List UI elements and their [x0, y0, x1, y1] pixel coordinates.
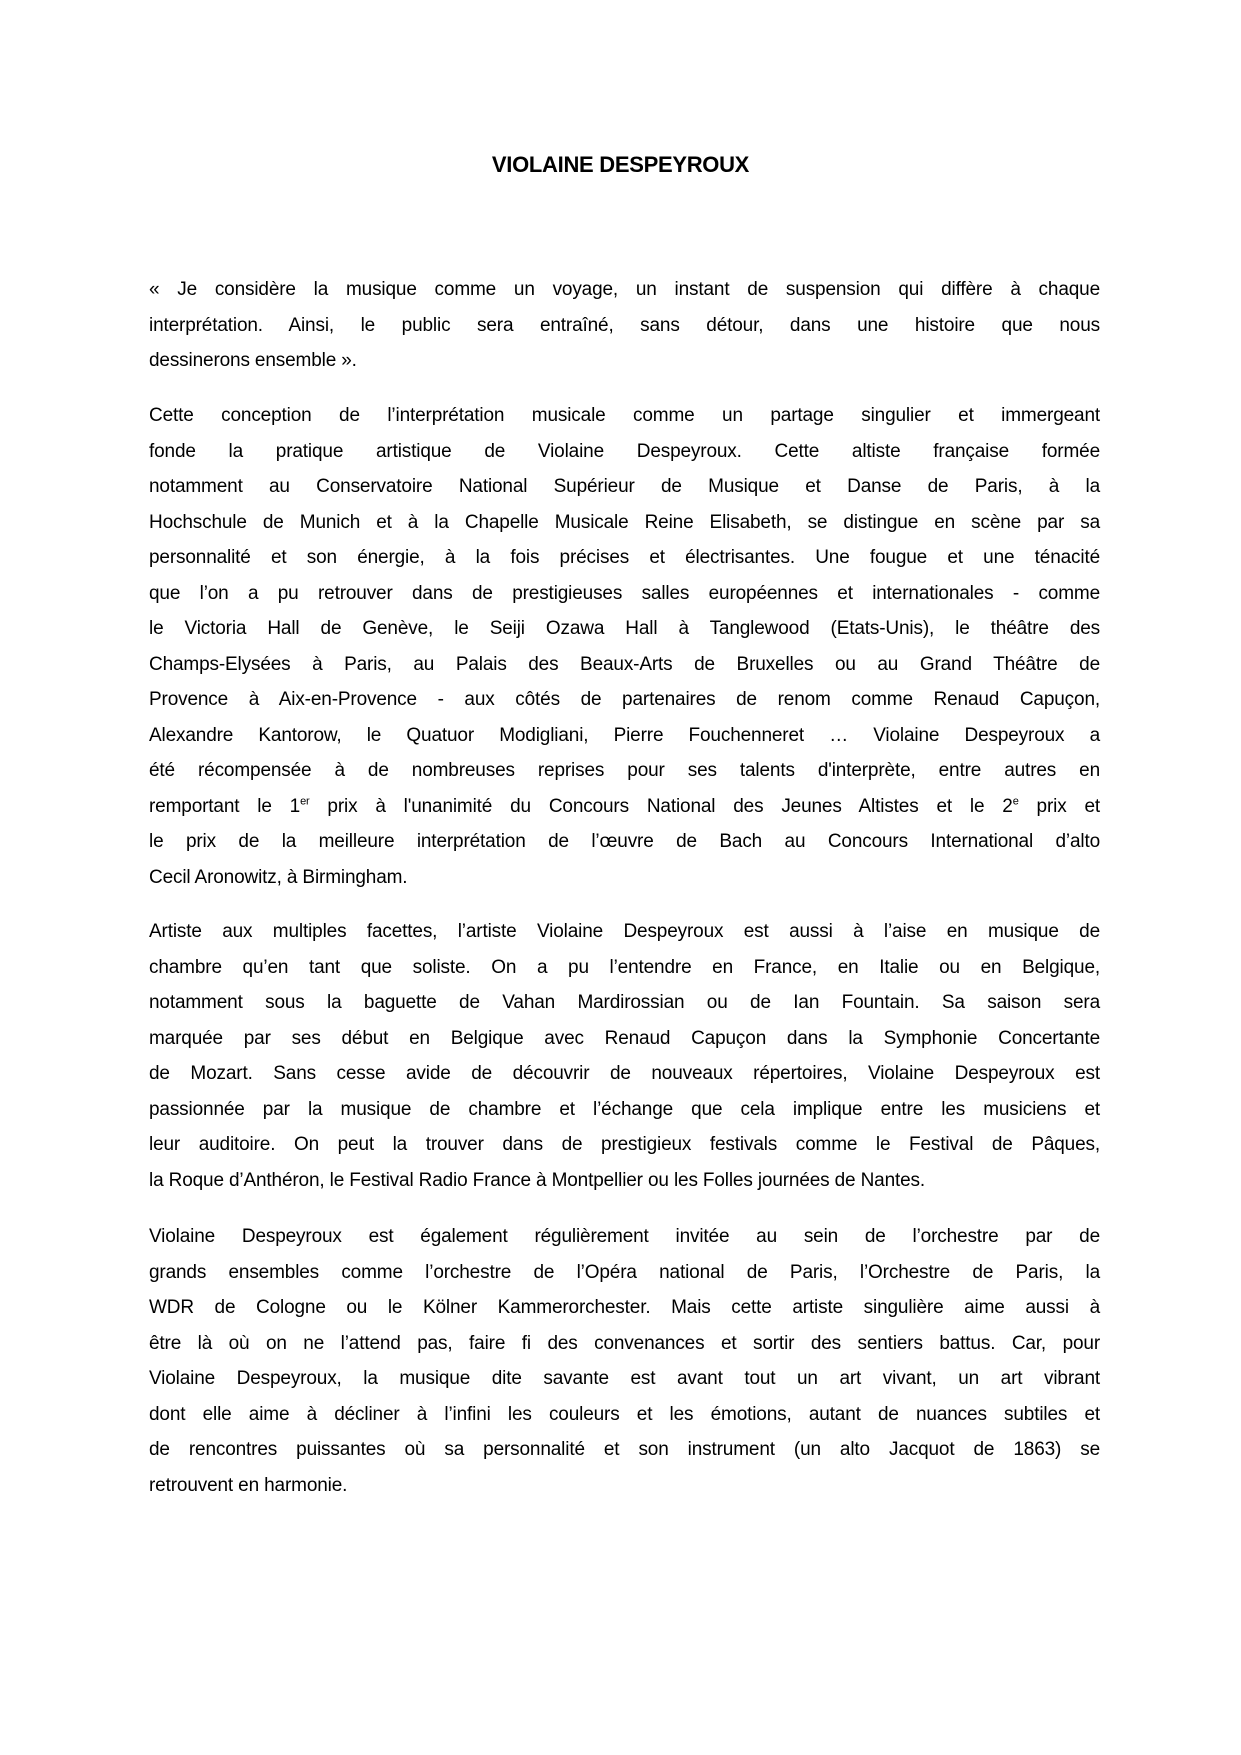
- text-line: Hochschule de Munich et à la Chapelle Musicale Reine Elisabeth, se distingue en scène par sa: [149, 511, 1100, 533]
- text-line: grands ensembles comme l’orchestre de l’Opéra national de Paris, l’Orchestre de Paris, la: [149, 1261, 1100, 1283]
- text-line: de Mozart. Sans cesse avide de découvrir de nouveaux répertoires, Violaine Despeyroux est: [149, 1063, 1100, 1084]
- text-line: chambre qu’en tant que soliste. On a pu l’entendre en France, en Italie ou en Belgique,: [149, 956, 1100, 978]
- text-line: Violaine Despeyroux, la musique dite savante est avant tout un art vivant, un art vibrant: [149, 1368, 1100, 1389]
- text-line: notamment au Conservatoire National Supérieur de Musique et Danse de Paris, à la: [149, 476, 1100, 497]
- text-line: notamment sous la baguette de Vahan Mardirossian ou de Ian Fountain. Sa saison sera: [149, 992, 1100, 1013]
- document-title: VIOLAINE DESPEYROUX: [491, 152, 750, 177]
- text-line: marquée par ses début en Belgique avec Renaud Capuçon dans la Symphonie Concertante: [149, 1027, 1100, 1049]
- text-line: le prix de la meilleure interprétation de l’œuvre de Bach au Concours International d’alto: [149, 831, 1100, 852]
- text-segment: prix et: [1018, 795, 1100, 817]
- text-line: que l’on a pu retrouver dans de prestigieuses salles européennes et internationales - comme: [149, 582, 1100, 604]
- text-line: dessinerons ensemble ».: [149, 350, 357, 371]
- text-line: Provence à Aix-en-Provence - aux côtés de partenaires de renom comme Renaud Capuçon,: [149, 689, 1100, 710]
- text-line: passionnée par la musique de chambre et l’échange que cela implique entre les musiciens et: [149, 1098, 1100, 1120]
- superscript: er: [300, 795, 310, 808]
- text-line: « Je considère la musique comme un voyage, un instant de suspension qui diffère à chaque: [149, 279, 1100, 300]
- paragraph-chamber-music: [149, 914, 1100, 1198]
- text-line: la Roque d’Anthéron, le Festival Radio France à Montpellier ou les Folles journées de Nantes.: [149, 1169, 926, 1191]
- text-line: Cecil Aronowitz, à Birmingham.: [149, 866, 408, 888]
- text-line: retrouvent en harmonie.: [149, 1474, 348, 1496]
- superscript: e: [1012, 795, 1019, 808]
- text-line: leur auditoire. On peut la trouver dans de prestigieux festivals comme le Festival de Pâques,: [149, 1134, 1100, 1155]
- text-line: [149, 789, 1100, 825]
- text-line: Champs-Elysées à Paris, au Palais des Beaux-Arts de Bruxelles ou au Grand Théâtre de: [149, 653, 1100, 675]
- text-line: Alexandre Kantorow, le Quatuor Modigliani, Pierre Fouchenneret … Violaine Despeyroux a: [149, 724, 1100, 746]
- text-segment: prix à l'unanimité du Concours National des Jeunes Altistes et le 2: [309, 795, 1013, 817]
- paragraph-quote: [149, 272, 1100, 379]
- text-line: WDR de Cologne ou le Kölner Kammerorchester. Mais cette artiste singulière aime aussi à: [149, 1297, 1100, 1318]
- paragraph-biography: [149, 398, 1100, 895]
- text-line: dont elle aime à décliner à l’infini les couleurs et les émotions, autant de nuances subtiles et: [149, 1403, 1100, 1425]
- text-line: être là où on ne l’attend pas, faire fi des convenances et sortir des sentiers battus. Car, pour: [149, 1332, 1100, 1354]
- text-line: le Victoria Hall de Genève, le Seiji Ozawa Hall à Tanglewood (Etats-Unis), le théâtre des: [149, 618, 1100, 639]
- text-line: fonde la pratique artistique de Violaine Despeyroux. Cette altiste française formée: [149, 440, 1100, 462]
- text-line: Artiste aux multiples facettes, l’artiste Violaine Despeyroux est aussi à l’aise en musique de: [149, 921, 1100, 942]
- text-line: interprétation. Ainsi, le public sera entraîné, sans détour, dans une histoire que nous: [149, 314, 1100, 336]
- text-line: de rencontres puissantes où sa personnalité et son instrument (un alto Jacquot de 1863) se: [149, 1439, 1100, 1460]
- text-line: Cette conception de l’interprétation musicale comme un partage singulier et immergeant: [149, 405, 1100, 426]
- paragraph-orchestra: [149, 1219, 1100, 1503]
- text-line: Violaine Despeyroux est également régulièrement invitée au sein de l’orchestre par de: [149, 1226, 1100, 1247]
- text-line: personnalité et son énergie, à la fois précises et électrisantes. Une fougue et une ténacité: [149, 547, 1100, 568]
- text-segment: remportant le 1: [149, 795, 301, 817]
- text-line: été récompensée à de nombreuses reprises pour ses talents d'interprète, entre autres en: [149, 760, 1100, 781]
